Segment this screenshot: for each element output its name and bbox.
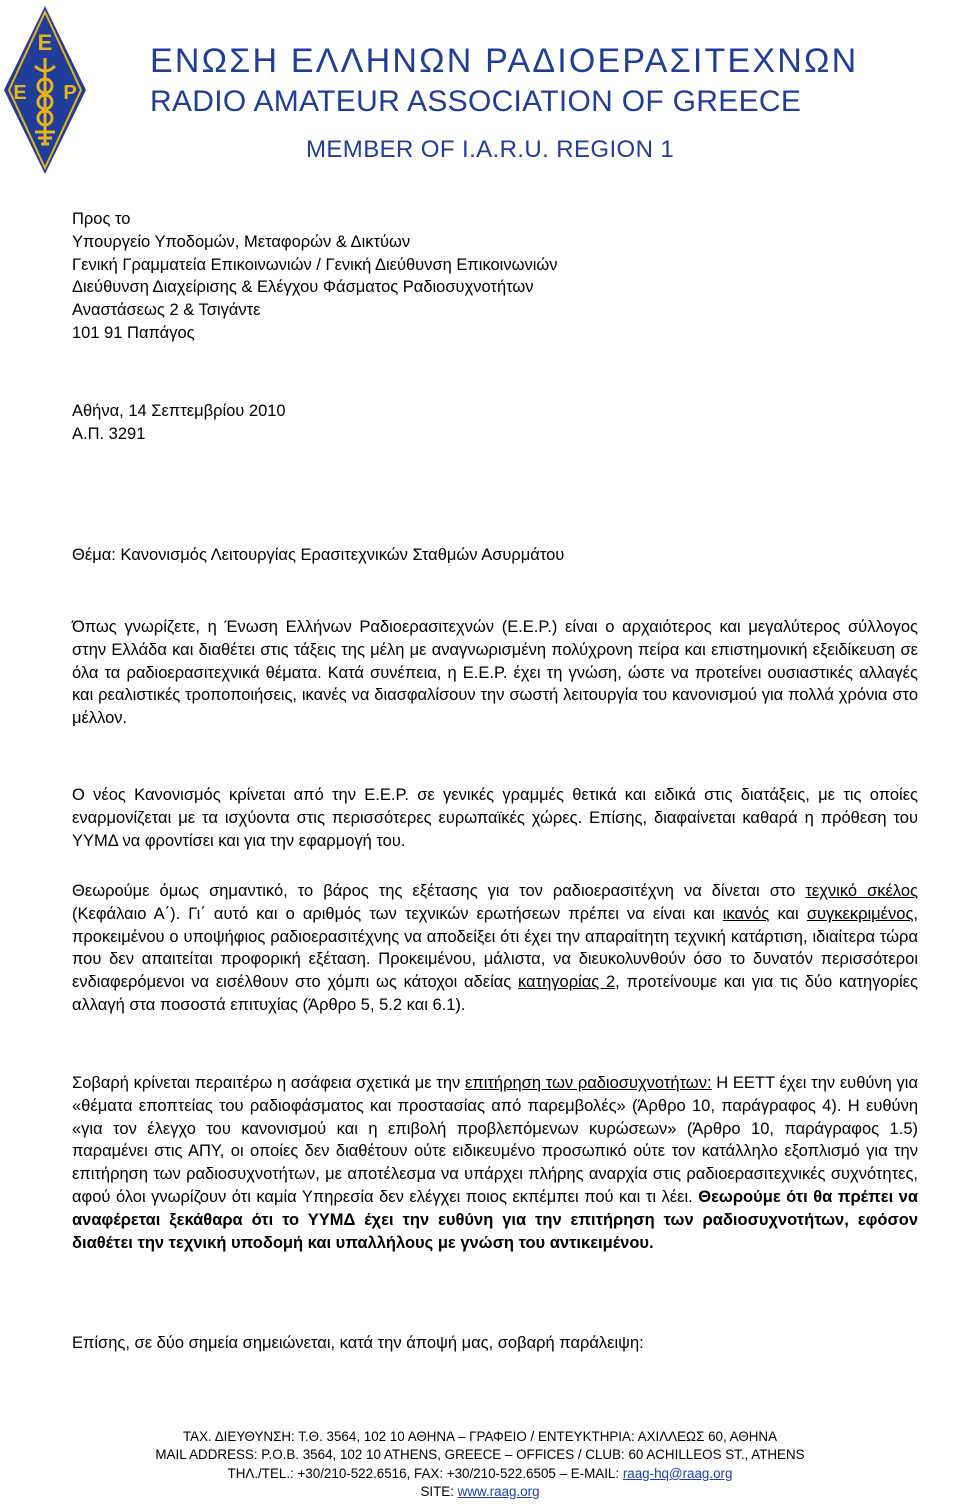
recipient-block: [72, 208, 918, 345]
recipient-line: Υπουργείο Υποδομών, Μεταφορών & Δικτύων: [72, 232, 411, 251]
paragraph-2: Ο νέος Κανονισμός κρίνεται από την Ε.Ε.Ρ. σε γενικές γραμμές θετικά και ειδικά στις διατάξεις, με τις οποίες εναρμονίζεται με τα ισχύοντα στις περισσότερες ευρωπαϊκές χώρες. Επίσης, διαφαίνεται καθαρά η πρόθεση του ΥΥΜΔ να φροντίσει και για την εφαρμογή του.: [72, 786, 918, 850]
paragraph-3: [72, 880, 918, 1017]
recipient-line: Αναστάσεως 2 & Τσιγάντε: [72, 301, 261, 320]
association-name-english: RADIO AMATEUR ASSOCIATION OF GREECE: [150, 85, 802, 118]
footer-postal-greek: ΤΑΧ. ΔΙΕΥΘΥΝΣΗ: Τ.Θ. 3564, 102 10 ΑΘΗΝΑ – ΓΡΑΦΕΙΟ / ΕΝΤΕΥΚΤΗΡΙΑ: ΑΧΙΛΛΕΩΣ 60, ΑΘΗΝΑ: [182, 1429, 778, 1444]
site-label: SITE:: [420, 1484, 458, 1500]
paragraph-3-text: (Κεφάλαιο Α΄). Γι΄ αυτό και ο αριθμός των τεχνικών ερωτήσεων πρέπει να είναι και: [72, 904, 723, 923]
bold-statement: Θεωρούμε ότι θα πρέπει να αναφέρεται ξεκάθαρα ότι το ΥΥΜΔ έχει την ευθύνη για την επιτήρηση των ραδιοσυχνοτήτων, εφόσον διαθέτει την τεχνική υποδομή και υπαλλήλους με γνώση του αντικειμένου.: [72, 1187, 918, 1252]
logo-letter-right: Ρ: [63, 82, 77, 104]
logo-letter-top: Ε: [37, 30, 53, 55]
underlined-specific: συγκεκριμένος: [806, 904, 914, 923]
paragraph-4-text: Η ΕΕΤΤ έχει την ευθύνη για «θέματα εποπτείας του ραδιοφάσματος και προστασίας από παρεμβολές» (Άρθρο 10, παράγραφος 4). Η ευθύνη «για τον έλεγχο του κανονισμού και η επιβολή προβλεπόμενων κυρώσεων» (Άρθρο 10, παράγραφος 1.5) παραμένει στις ΑΠΥ, οι οποίες δεν διαθέτουν ούτε ειδικευμένο προσωπικό ούτε τον κατάλληλο εξοπλισμό για την επιτήρηση των ραδιοσυχνοτήτων, με αποτέλεσμα να υπάρχει πλήρης αναρχία στις ραδιοερασιτεχνικές συχνότητες, αφού όλοι γνωρίζουν ότι καμία Υπηρεσία δεν ελέγχει ποιος εκπέμπει πού και τι λέει.: [72, 1074, 918, 1206]
paragraph-4: [72, 1072, 918, 1254]
underlined-frequency-monitoring: επιτήρηση των ραδιοσυχνοτήτων:: [464, 1074, 712, 1092]
email-link[interactable]: raag-hq@raag.org: [622, 1465, 733, 1481]
underlined-category-2: κατηγορίας 2: [517, 973, 616, 992]
letter-date: Αθήνα, 14 Σεπτεμβρίου 2010: [72, 402, 286, 420]
logo-letter-left: Ε: [13, 82, 27, 104]
website-link[interactable]: www.raag.org: [457, 1484, 540, 1500]
association-emblem-icon: [2, 4, 88, 176]
protocol-number: Α.Π. 3291: [72, 424, 146, 443]
footer-phone-fax: ΤΗΛ./TEL.: +30/210-522.6516, FAX: +30/210-522.6505 – E-MAIL:: [227, 1465, 623, 1481]
recipient-line: Διεύθυνση Διαχείρισης & Ελέγχου Φάσματος Ραδιοσυχνοτήτων: [72, 278, 534, 297]
date-block: [72, 400, 918, 446]
recipient-line: 101 91 Παπάγος: [72, 323, 195, 342]
letter-subject: [72, 544, 918, 567]
paragraph-3-text: και: [769, 904, 807, 923]
paragraph-3-text: , προκειμένου ο υποψήφιος ραδιοερασιτέχνης να αποδείξει ότι έχει την απαραίτητη τεχνική κατάρτιση, ιδιαίτερα τώρα που δεν απαιτείται προφορική εξέταση. Προκειμένου, μάλιστα, να διευκολυνθούν όσο το δυνατόν περισσότεροι ενδιαφερόμενοι να εισέλθουν στο χόμπι ως κάτοχοι αδείας: [72, 904, 919, 992]
underlined-adequate: ικανός: [722, 904, 770, 923]
footer-site: [0, 1483, 960, 1501]
recipient-line: Γενική Γραμματεία Επικοινωνιών / Γενική Διεύθυνση Επικοινωνιών: [72, 255, 558, 274]
recipient-line: Προς το: [72, 210, 131, 228]
paragraph-3-text: , προτείνουμε και για τις δύο κατηγορίες αλλαγή στα ποσοστά επιτυχίας (Άρθρο 5, 5.2 και 6.1).: [72, 973, 918, 1014]
paragraph-5: Επίσης, σε δύο σημεία σημειώνεται, κατά την άποψή μας, σοβαρή παράλειψη:: [72, 1334, 644, 1352]
association-name-greek: ΕΝΩΣΗ ΕΛΛΗΝΩΝ ΡΑΔΙΟΕΡΑΣΙΤΕΧΝΩΝ: [150, 42, 859, 80]
underlined-technical-part: τεχνικό σκέλος: [805, 882, 918, 900]
paragraph-1: Όπως γνωρίζετε, η Ένωση Ελλήνων Ραδιοερασιτεχνών (Ε.Ε.Ρ.) είναι ο αρχαιότερος και μεγαλύτερος σύλλογος στην Ελλάδα και διαθέτει στις τάξεις της μέλη με αναγνωρισμένη πολύχρονη πείρα και επιστημονική εξειδίκευση σε όλα τα ραδιοερασιτεχνικά θέματα. Κατά συνέπεια, η Ε.Ε.Ρ. έχει τη γνώση, ώστε να προτείνει ουσιαστικές αλλαγές και ρεαλιστικές τροποποιήσεις, ικανές να διασφαλίσουν την σωστή λειτουργία του κανονισμού για πολλά χρόνια στο μέλλον.: [72, 618, 918, 728]
paragraph-4-text: Σοβαρή κρίνεται περαιτέρω η ασάφεια σχετικά με την: [72, 1074, 465, 1092]
iaru-membership: MEMBER OF I.A.R.U. REGION 1: [306, 136, 675, 163]
footer-postal-english: MAIL ADDRESS: P.O.B. 3564, 102 10 ATHENS, GREECE – OFFICES / CLUB: 60 ACHILLEOS ST., ATHENS: [155, 1447, 805, 1463]
subject-text: Θέμα: Κανονισμός Λειτουργίας Ερασιτεχνικών Σταθμών Ασυρμάτου: [72, 546, 565, 564]
letterhead-footer: [0, 1428, 960, 1502]
footer-contact: [0, 1465, 960, 1483]
paragraph-3-text: Θεωρούμε όμως σημαντικό, το βάρος της εξέτασης για τον ραδιοερασιτέχνη να δίνεται στο: [72, 882, 806, 900]
